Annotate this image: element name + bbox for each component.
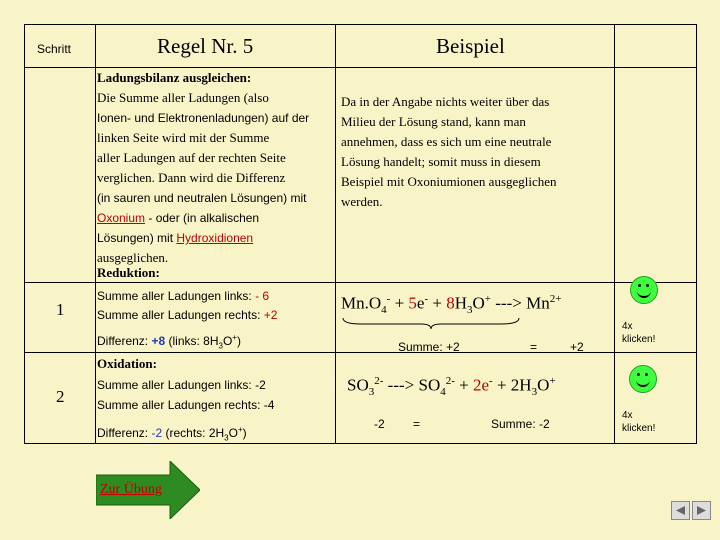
rule-text <box>97 68 335 268</box>
table-left-border <box>24 24 25 444</box>
reduktion-equation <box>341 293 561 316</box>
links-value: - 6 <box>255 289 270 303</box>
table-col-border <box>95 24 96 444</box>
eq-part: + <box>390 293 409 313</box>
rule-title: Ladungsbilanz ausgleichen: <box>97 70 252 85</box>
eq-sup: 2+ <box>549 293 562 305</box>
eq-sub: 4 <box>381 304 387 317</box>
reduktion-label: Reduktion: <box>97 265 160 280</box>
oxidation-clicks: 4x klicken! <box>622 410 656 434</box>
reduktion-links <box>97 289 269 303</box>
nav-forward-button[interactable] <box>692 501 711 520</box>
eq-coef: 8 <box>446 293 455 313</box>
diff-value: +8 <box>151 334 166 348</box>
triangle-right-icon <box>696 505 707 516</box>
rule-line: Ionen- und Elektronenladungen) auf der <box>97 111 310 125</box>
diff-rest: (rechts: 2H <box>162 426 225 440</box>
diff-label: Differenz: <box>97 426 152 440</box>
header-schritt: Schritt <box>37 42 72 56</box>
example-line: Milieu der Lösung stand, kann man <box>341 114 526 129</box>
hydroxidionen-link[interactable]: Hydroxidionen <box>176 231 254 245</box>
reduktion-clicks: 4x klicken! <box>622 321 656 345</box>
table-col-border <box>614 24 615 444</box>
table-right-border <box>696 24 697 444</box>
eq-part: H <box>454 293 468 313</box>
eq-coef: 5 <box>408 293 417 313</box>
zur-uebung-button[interactable] <box>96 461 200 519</box>
eq-arrow: ---> <box>383 375 419 395</box>
eq-sub: 3 <box>368 386 375 399</box>
header-beispiel: Beispiel <box>436 34 505 58</box>
example-line: werden. <box>341 194 383 209</box>
eq-part: O <box>472 293 485 313</box>
rule-line: aller Ladungen auf der rechten Seite <box>97 150 286 165</box>
rechts-label: Summe aller Ladungen rechts: <box>97 308 264 322</box>
oxonium-link[interactable]: Oxonium <box>97 211 146 225</box>
example-line: Lösung handelt; somit muss in diesem <box>341 154 541 169</box>
eq-part: + <box>454 375 473 395</box>
reduktion-equals: = <box>530 340 538 354</box>
eq-part: SO <box>418 375 441 395</box>
oxidation-left-value: -2 <box>374 417 385 431</box>
eq-part: O <box>537 375 550 395</box>
eq-sup: + <box>549 375 556 387</box>
eq-part: Mn.O <box>341 293 382 313</box>
smiley-icon[interactable] <box>629 365 657 393</box>
eq-part: + <box>492 375 511 395</box>
example-line: Beispiel mit Oxoniumionen ausgeglichen <box>341 174 557 189</box>
oxidation-summe: Summe: -2 <box>491 417 550 431</box>
rule-line <box>97 208 335 228</box>
oxidation-links: Summe aller Ladungen links: -2 <box>97 378 266 392</box>
diff-rest: (links: 8H <box>165 334 219 348</box>
eq-sub: 3 <box>467 304 473 317</box>
eq-arrow: ---> Mn <box>491 293 550 313</box>
eq-sup: 2- <box>445 375 455 387</box>
rule-line: linken Seite wird mit der Summe <box>97 130 270 145</box>
eq-sup: + <box>484 293 492 305</box>
rule-line-pre: Lösungen) mit <box>97 231 177 245</box>
eq-sup: - <box>489 375 493 387</box>
eq-coef: 2e <box>472 375 490 395</box>
rule-line: verglichen. Dann wird die Differenz <box>97 170 286 185</box>
reduktion-differenz: Differenz: +8 (links: $8H_3O^+$) <box>97 333 241 351</box>
rule-line: ausgeglichen. <box>97 250 169 265</box>
oxidation-differenz: Differenz: -2 (rechts: $2H_3O^+$) <box>97 425 247 443</box>
nav-back-button[interactable] <box>671 501 690 520</box>
reduktion-right-value: +2 <box>570 340 584 354</box>
eq-sup: 2- <box>374 375 384 387</box>
rule-line: Die Summe aller Ladungen (also <box>97 90 269 105</box>
reduktion-brace <box>341 316 521 330</box>
reduktion-rechts <box>97 308 277 322</box>
eq-part: SO <box>347 375 369 395</box>
step-number-2: 2 <box>56 387 65 406</box>
oxidation-equation <box>347 375 556 398</box>
links-label: Summe aller Ladungen links: <box>97 289 256 303</box>
oxidation-rechts: Summe aller Ladungen rechts: -4 <box>97 398 275 412</box>
example-line: Da in der Angabe nichts weiter über das <box>341 94 550 109</box>
eq-sup: - <box>386 293 391 305</box>
eq-sub: 4 <box>440 386 446 399</box>
table-top-border <box>24 24 696 25</box>
eq-part: e <box>416 293 425 313</box>
example-text <box>341 92 611 212</box>
table-section-border <box>24 282 696 283</box>
example-line: annehmen, dass es sich um eine neutrale <box>341 134 552 149</box>
table-bottom-border <box>24 443 696 444</box>
eq-sub: 3 <box>531 386 538 399</box>
rechts-value: +2 <box>263 308 278 322</box>
rule-line: (in sauren und neutralen Lösungen) mit <box>97 191 307 205</box>
zur-uebung-label: Zur Übung <box>100 482 162 497</box>
rule-line-rest: - oder (in alkalischen <box>145 211 260 225</box>
table-col-border <box>335 24 336 444</box>
diff-value: -2 <box>151 426 163 440</box>
oxidation-label: Oxidation: <box>97 356 157 371</box>
rule-line <box>97 228 335 248</box>
oxidation-equals: = <box>413 417 421 431</box>
smiley-icon[interactable] <box>630 276 658 304</box>
triangle-left-icon <box>675 505 686 516</box>
header-regel: Regel Nr. 5 <box>157 34 254 58</box>
eq-part: + <box>428 293 447 313</box>
eq-sup: - <box>424 293 429 305</box>
step-number-1: 1 <box>56 300 65 319</box>
table-section-border <box>24 352 696 353</box>
reduktion-summe: Summe: +2 <box>398 340 460 354</box>
eq-part: 2H <box>510 375 532 395</box>
diff-label: Differenz: <box>97 334 152 348</box>
